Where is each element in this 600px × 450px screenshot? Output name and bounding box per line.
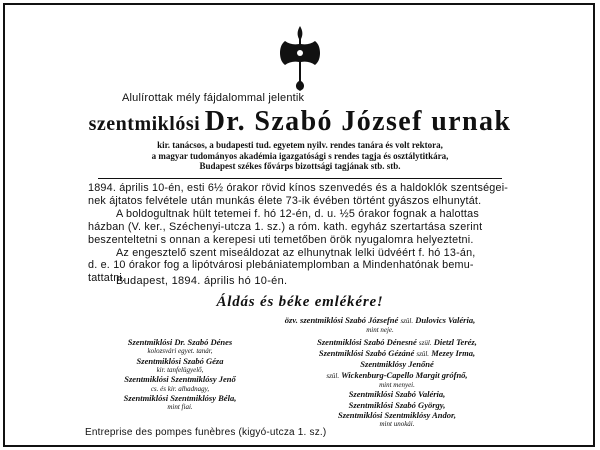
title-name: Dr. Szabó József urnak xyxy=(204,106,512,137)
body-line: A boldogultnak hült tetemei f. hó 12-én, d. u. ½5 órakor fognak a halottas xyxy=(116,207,479,220)
widow-name-post: Dulovics Valéria, xyxy=(415,315,476,325)
in-law-name xyxy=(282,370,512,381)
sons-list xyxy=(100,337,260,412)
deceased-title xyxy=(0,106,600,138)
grandchild-name: Szentmiklósi Szabó György, xyxy=(348,399,446,410)
relatives-list xyxy=(282,337,512,428)
title-prefix: szentmiklósi xyxy=(88,113,201,135)
body-line: házban (V. ker., Széchenyi-utcza 1. sz.) a róm. kath. egyház szertartása szerint xyxy=(88,220,483,233)
son-desc: cs. és kir. alhadnagy, xyxy=(150,384,210,393)
son-desc: kolozsvári egyet. tanár, xyxy=(147,347,213,356)
divider xyxy=(98,178,502,179)
son-name: Szentmiklósi Dr. Szabó Dénes xyxy=(127,337,233,347)
subtitle-line: a magyar tudományos akadémia igazgatósági s rendes tagja és osztálytitkára, xyxy=(151,150,449,161)
in-law-name-text: Wickenburg-Capello Margit grófnő, xyxy=(341,369,468,380)
widow-entry xyxy=(230,315,530,335)
in-law-name xyxy=(282,337,512,348)
in-law-szul: szül. xyxy=(418,339,432,347)
widow-szul: szül. xyxy=(400,317,414,325)
son-name: Szentmiklósi Szabó Géza xyxy=(136,355,224,366)
cross-icon xyxy=(279,25,321,91)
in-law-maiden: Dietzl Teréz, xyxy=(433,337,477,347)
subtitle-line: Budapest székes fővárps bizottsági tagjának stb. stb. xyxy=(199,161,401,171)
in-law-name xyxy=(282,348,512,359)
grandchildren-desc: mint unokái. xyxy=(379,419,415,428)
in-law-maiden: Mezey Irma, xyxy=(431,348,476,359)
undertaker-footer: Entreprise des pompes funèbres (kigyó-utcza 1. sz.) xyxy=(85,427,327,438)
body-line: Az engesztelő szent miseáldozat az elhunytnak lelki üdvéért f. hó 13-án, xyxy=(116,246,476,259)
date-line: Budapest, 1894. április hó 10-én. xyxy=(116,275,288,287)
intro-line: Alulírottak mély fájdalommal jelentik xyxy=(122,92,305,104)
widow-desc: mint neje. xyxy=(366,326,394,335)
body-line: beszenteltetni s onnan a kerepesi uti temetőben örök nyugalomra helyeztetni. xyxy=(88,233,474,246)
body-line: tattatni. xyxy=(88,272,126,285)
in-law-name: Szentmiklósy Jenőné xyxy=(360,359,434,370)
widow-name xyxy=(230,315,530,326)
body-line: 1894. április 10-én, esti 6½ órakor rövid kínos szenvedés és a haldoklók szentségei- xyxy=(88,182,509,194)
son-name: Szentmiklósi Szentmiklósy Béla, xyxy=(123,393,237,404)
body-line: d. e. 10 órakor fog a lipótvárosi plebániatemplomban a Mindenhatónak bemu- xyxy=(88,259,474,272)
notice-body xyxy=(88,182,518,285)
son-desc: kir. tanfelügyelő, xyxy=(156,365,204,374)
in-law-name-text: Szentmiklósi Szabó Dénesné xyxy=(317,337,417,347)
son-name: Szentmiklósi Szentmiklósy Jenő xyxy=(124,374,236,385)
widow-name-pre: özv. szentmiklósi Szabó Józsefné xyxy=(284,315,399,325)
deceased-titles xyxy=(0,140,600,172)
blessing: Áldás és béke emlékére! xyxy=(216,294,384,310)
grandchild-name: Szentmiklósi Szabó Valéria, xyxy=(348,389,446,400)
in-law-name-text: Szentmiklósi Szabó Gézáné xyxy=(318,348,415,359)
in-law-szul: szül. xyxy=(416,350,430,359)
son-desc: mint fiai. xyxy=(167,403,193,412)
grandchild-name: Szentmiklósi Szentmiklósy Andor, xyxy=(337,409,456,420)
in-law-szul: szül. xyxy=(326,371,340,380)
body-line: nek ájtatos felvétele után munkás élete 73-ik évében történt gyászos elhunytát. xyxy=(88,194,482,207)
subtitle-line: kir. tanácsos, a budapesti tud. egyetem nyilv. rendes tanára és volt rektora, xyxy=(157,140,443,150)
in-laws-desc: mint menyei. xyxy=(379,380,415,389)
